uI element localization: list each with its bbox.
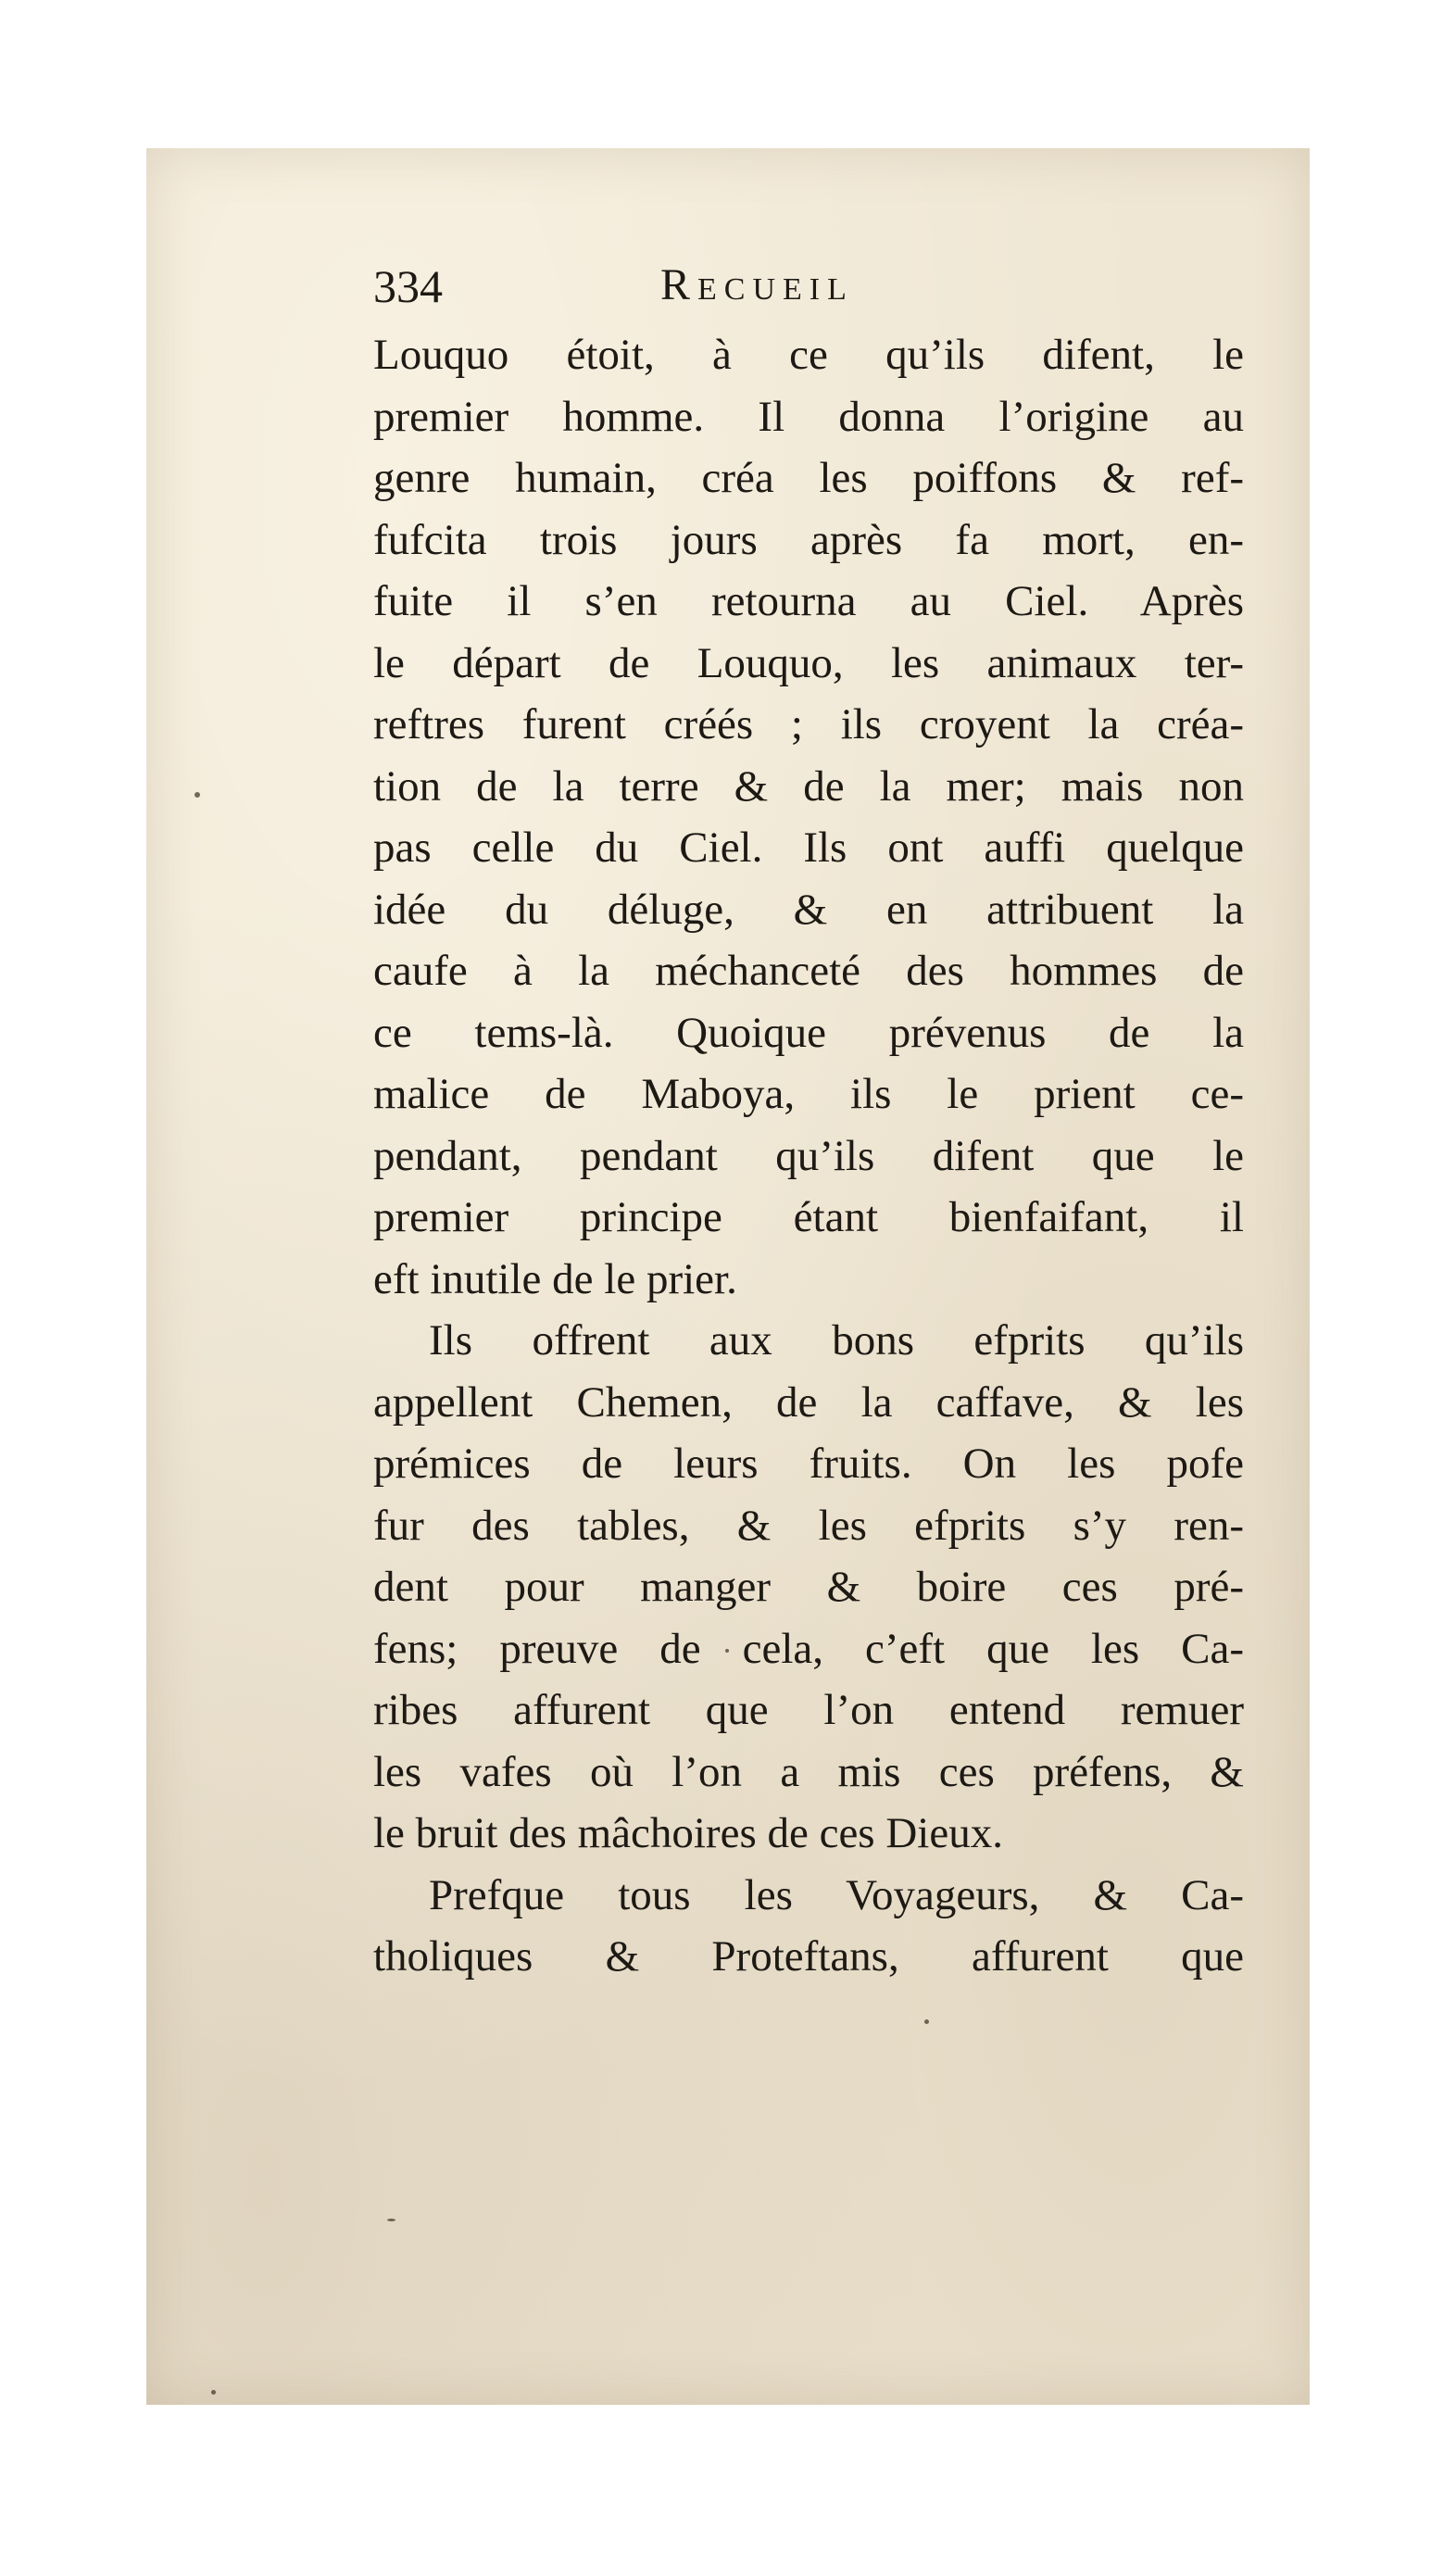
text-line: tion de la terre & de la mer; mais non (373, 761, 1244, 811)
ink-speck (211, 2390, 216, 2395)
text-line: caufe à la méchanceté des hommes de (373, 947, 1244, 995)
text-line: appellent Chemen, de la caffave, & les (373, 1377, 1244, 1427)
text-line: fens; preuve de cela, c’eft que les Ca- (373, 1624, 1244, 1673)
text-line: pas celle du Ciel. Ils ont auffi quelque (373, 824, 1244, 872)
text-line: premier homme. Il donna l’origine au (373, 392, 1244, 441)
text-line: le départ de Louquo, les animaux ter- (373, 638, 1244, 687)
ink-speck (387, 2219, 395, 2221)
text-line: fuite il s’en retourna au Ciel. Après (373, 577, 1244, 625)
text-line: prémices de leurs fruits. On les pofe (373, 1440, 1244, 1488)
text-line: malice de Maboya, ils le prient ce- (373, 1070, 1244, 1118)
scanned-page (146, 148, 1310, 2405)
text-line: idée du déluge, & en attribuent la (373, 885, 1244, 934)
text-line: pendant, pendant qu’ils difent que le (373, 1131, 1244, 1180)
ink-speck (924, 2019, 929, 2024)
text-line: fufcita trois jours après fa mort, en- (373, 515, 1244, 564)
page-header (373, 259, 1207, 324)
text-line: genre humain, créa les poiffons & ref- (373, 454, 1244, 502)
text-line: tholiques & Proteftans, affurent que (373, 1932, 1244, 1981)
text-line: Prefque tous les Voyageurs, & Ca- (429, 1870, 1244, 1919)
body-text (373, 324, 1244, 1988)
text-line: les vafes où l’on a mis ces préfens, & (373, 1747, 1244, 1796)
text-line: reftres furent créés ; ils croyent la créa- (373, 700, 1244, 748)
text-line: Ils offrent aux bons efprits qu’ils (429, 1316, 1244, 1365)
ink-speck (195, 792, 200, 798)
text-line: dent pour manger & boire ces pré- (373, 1563, 1244, 1611)
text-line: ribes affurent que l’on entend remuer (373, 1686, 1244, 1734)
text-line: eft inutile de le prier. (373, 1254, 737, 1303)
text-line: premier principe étant bienfaifant, il (373, 1193, 1244, 1241)
text-line: ce tems-là. Quoique prévenus de la (373, 1008, 1244, 1057)
text-line: le bruit des mâchoires de ces Dieux. (373, 1809, 1003, 1857)
text-line: Louquo étoit, à ce qu’ils difent, le (373, 331, 1244, 379)
text-line: fur des tables, & les efprits s’y ren- (373, 1501, 1244, 1550)
page-number: 334 (373, 260, 443, 312)
running-head: Recueil (660, 260, 854, 309)
